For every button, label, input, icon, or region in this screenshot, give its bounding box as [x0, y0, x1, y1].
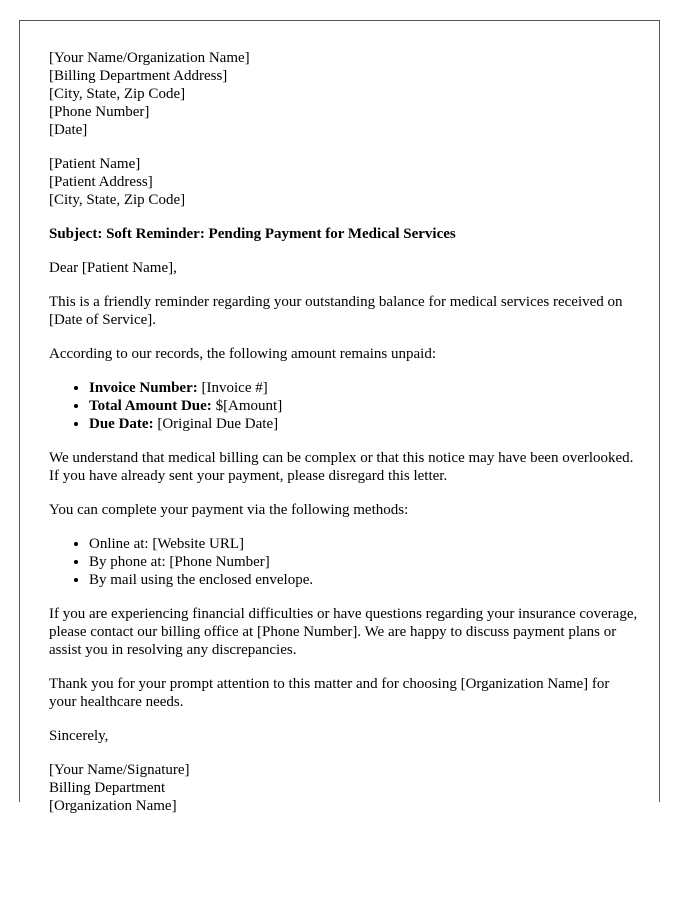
paragraph-thanks: Thank you for your prompt attention to this matter and for choosing [Organization Name] for your healthcare needs.: [49, 676, 610, 710]
signature-organization: [Organization Name]: [49, 798, 177, 814]
signature-department: Billing Department: [49, 780, 166, 796]
invoice-number-value: [Invoice #]: [197, 380, 268, 396]
sender-name: [Your Name/Organization Name]: [49, 50, 250, 66]
sender-phone: [Phone Number]: [49, 104, 150, 120]
list-item: [89, 397, 639, 415]
signature-name: [Your Name/Signature]: [49, 762, 190, 778]
payment-methods-list: [49, 535, 639, 589]
closing: Sincerely,: [49, 728, 109, 744]
recipient-block: [49, 155, 639, 209]
invoice-details-list: [49, 379, 639, 433]
list-item: • By mail using the enclosed envelope.: [89, 571, 639, 589]
invoice-number-label: Invoice Number:: [89, 380, 198, 396]
list-item: • By phone at: [Phone Number]: [89, 553, 639, 571]
paragraph-records: According to our records, the following amount remains unpaid:: [49, 346, 436, 362]
letter-date: [Date]: [49, 122, 88, 138]
sender-city: [City, State, Zip Code]: [49, 86, 186, 102]
recipient-address: [Patient Address]: [49, 174, 153, 190]
sender-block: [49, 49, 639, 139]
subject-line: Subject: Soft Reminder: Pending Payment for Medical Services: [49, 226, 456, 242]
signature-block: [49, 761, 639, 815]
paragraph-difficulties: If you are experiencing financial difficulties or have questions regarding your insurance coverage, please contact our billing office at [Phone Number]. We are happy to discuss payment plans or assist you in resolving any discrepancies.: [49, 606, 638, 658]
greeting: Dear [Patient Name],: [49, 260, 177, 276]
recipient-city: [City, State, Zip Code]: [49, 192, 186, 208]
total-amount-label: Total Amount Due:: [89, 398, 212, 414]
due-date-value: [Original Due Date]: [153, 416, 279, 432]
total-amount-value: $[Amount]: [211, 398, 283, 414]
list-item: [89, 379, 639, 397]
paragraph-reminder: This is a friendly reminder regarding your outstanding balance for medical services received on [Date of Service].: [49, 294, 623, 328]
list-item: • Online at: [Website URL]: [89, 535, 639, 553]
recipient-name: [Patient Name]: [49, 156, 141, 172]
due-date-label: Due Date:: [89, 416, 154, 432]
sender-address: [Billing Department Address]: [49, 68, 228, 84]
letter-body: [49, 49, 639, 831]
paragraph-payment-intro: You can complete your payment via the following methods:: [49, 502, 409, 518]
paragraph-understanding: We understand that medical billing can be complex or that this notice may have been overlooked. If you have already sent your payment, please disregard this letter.: [49, 450, 634, 484]
list-item: [89, 415, 639, 433]
letter-page: [19, 20, 660, 814]
